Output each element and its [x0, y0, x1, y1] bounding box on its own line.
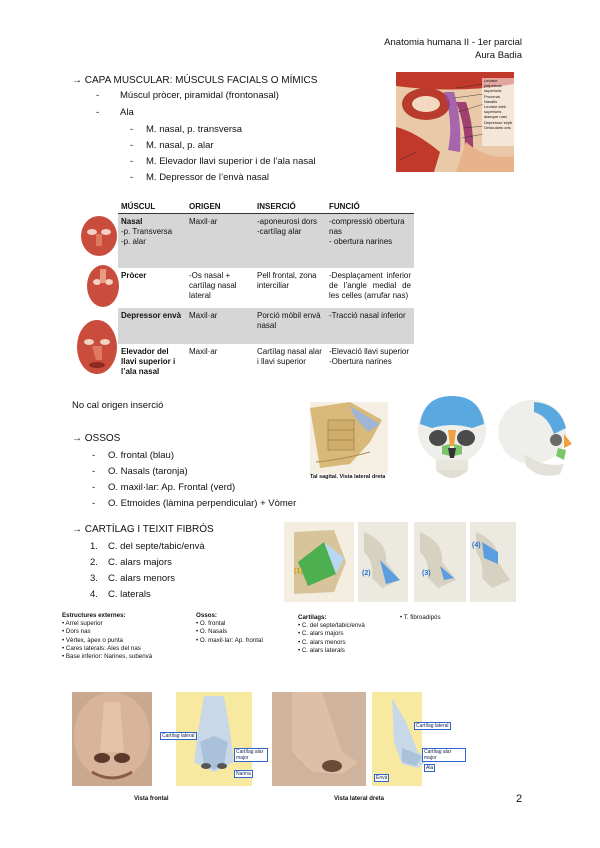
column-header: FUNCIÓ	[326, 200, 414, 214]
list-item: O. frontal (blau)	[108, 450, 174, 461]
cartilage-septum-illustration	[284, 522, 354, 602]
diagram-label: Narina	[236, 771, 251, 777]
table-cell-function: -compressió obertura nas - obertura narines	[326, 214, 414, 268]
muscle-label: Orbicularis oris	[484, 124, 511, 130]
table-cell-insertion: Porció mòbil envà nasal	[254, 308, 326, 344]
table-row	[118, 308, 414, 344]
author-name: Aura Badia	[474, 50, 522, 61]
page-number: 2	[516, 793, 523, 805]
page-header	[384, 36, 522, 62]
caption-frontal: Vista frontal	[134, 796, 169, 802]
summary-title: Cartílags:	[298, 614, 327, 621]
list-item: C. laterals	[108, 589, 151, 600]
summary-item: • Arrel superior	[62, 620, 103, 628]
bullet-dash: -	[92, 498, 96, 509]
bullet-dash: -	[130, 156, 134, 167]
muscle-label: Levator palpebrae superioris	[484, 78, 502, 94]
muscles-table	[118, 200, 414, 392]
bullet-dash: -	[130, 124, 134, 135]
table-cell-muscle: Depressor envà	[118, 308, 186, 344]
course-title: Anatomia humana II - 1er parcial	[384, 37, 522, 48]
summary-external-structures	[62, 612, 202, 661]
summary-item: • Dors nas	[62, 628, 91, 636]
summary-item: • C. del septe/tabic/envà	[298, 622, 365, 630]
table-cell-origin: -Os nasal + cartílag nasal lateral	[189, 270, 237, 300]
face-muscle-thumbnail-procer	[84, 263, 122, 309]
muscle-parts: -p. Transversa -p. alar	[121, 227, 173, 246]
table-cell-insertion: -aponeurosi dors -cartílag alar	[254, 214, 326, 268]
cartilage-alar-minor-illustration	[414, 522, 466, 602]
cartilage-marker: (1)	[294, 568, 303, 575]
face-muscle-thumbnail-elevador	[74, 318, 120, 376]
numbered-marker: 2.	[90, 557, 98, 568]
table-cell-origin: Maxil·ar	[186, 308, 254, 344]
list-item: Múscul pròcer, piramidal (frontonasal)	[120, 90, 279, 101]
list-subitem: M. Depressor de l’envà nasal	[146, 172, 270, 183]
table-cell-muscle: Elevador del llavi superior i l’ala nasal	[121, 346, 176, 376]
list-item: O. Nasals (taronja)	[108, 466, 188, 477]
muscle-label: Depressor septi	[484, 119, 513, 125]
table-cell-function: -Tracció nasal inferior	[326, 308, 414, 344]
table-cell-muscle: Pròcer	[121, 270, 147, 280]
table-cell-insertion: Pell frontal, zona interciliar	[257, 270, 317, 290]
muscle-label: Procerus	[484, 93, 501, 99]
list-item: C. alars majors	[108, 557, 172, 568]
skull-lateral-illustration	[494, 394, 578, 486]
summary-item: • Vèrtex, àpex o punta	[62, 636, 123, 644]
summary-fibro: • T. fibroadipós	[400, 614, 441, 621]
list-item: C. alars menors	[108, 573, 176, 584]
cartilage-marker: (4)	[472, 542, 481, 549]
cartilage-alar-major-illustration	[358, 522, 408, 602]
summary-bones	[196, 612, 296, 645]
table-cell-function: -Elevació llavi superior -Obertura narines	[329, 346, 410, 366]
numbered-marker: 4.	[90, 589, 98, 600]
nose-frontal-photo	[72, 692, 152, 786]
section-title-muscles: → CAPA MUSCULAR: MÚSCULS FACIALS O MÍMICS	[72, 75, 318, 86]
table-cell-origin: Maxil·ar	[189, 346, 218, 356]
diagram-label: Cartílag alar major	[422, 748, 466, 762]
column-header: ORIGEN	[186, 200, 254, 214]
table-cell-origin: Maxil·ar	[186, 214, 254, 268]
numbered-marker: 3.	[90, 573, 98, 584]
sagittal-section-illustration	[310, 402, 388, 474]
summary-title: Estructures externes:	[62, 612, 126, 619]
table-cell-insertion: Cartílag nasal alar i llavi superior	[257, 346, 322, 366]
bullet-dash: -	[96, 107, 100, 118]
diagram-label: Ala	[426, 765, 434, 771]
skull-frontal-illustration	[412, 394, 492, 486]
summary-item: • O. maxil·lar: Ap. frontal	[196, 636, 263, 644]
muscle-name: Nasal	[121, 217, 143, 226]
bullet-dash: -	[92, 482, 96, 493]
diagram-label: Envà	[376, 775, 388, 781]
cartilage-marker: (2)	[362, 570, 371, 577]
summary-item: • Cares laterals: Ales del nas	[62, 644, 141, 652]
summary-item: • O. Nasals	[196, 628, 228, 636]
section-title-cartilage: → CARTÍLAG I TEIXIT FIBRÓS	[72, 524, 214, 535]
diagram-label: Cartílag lateral	[162, 733, 195, 739]
table-cell-muscle	[118, 214, 186, 268]
bullet-dash: -	[96, 90, 100, 101]
list-subitem: M. nasal, p. transversa	[146, 124, 243, 135]
table-header-row	[118, 200, 414, 214]
numbered-marker: 1.	[90, 541, 98, 552]
caption-lateral: Vista lateral dreta	[334, 796, 384, 802]
nose-lateral-photo	[272, 692, 366, 786]
summary-title: Ossos:	[196, 612, 217, 619]
face-muscle-thumbnail-nasal	[76, 214, 122, 258]
table-row	[118, 214, 414, 268]
muscle-label: Levator labii superioris alaeque nasi	[484, 104, 507, 120]
summary-item: • C. alars majors	[298, 630, 344, 638]
cartilage-lateral-illustration	[470, 522, 516, 602]
note-text: No cal origen inserció	[72, 400, 164, 411]
diagram-label: Cartílag alar major	[234, 748, 268, 762]
sagittal-caption: Tal sagital. Vista lateral dreta	[310, 474, 386, 480]
section-title-bones: → OSSOS	[72, 433, 121, 444]
summary-item: • O. frontal	[196, 620, 226, 628]
muscle-label: Nasalis	[484, 98, 498, 104]
table-cell-function: -Desplaçament inferior de l’angle medial de les celles (arrufar nas)	[329, 270, 411, 300]
diagram-label: Cartílag lateral	[416, 723, 449, 729]
list-item: O. maxil·lar: Ap. Frontal (verd)	[108, 482, 236, 493]
list-subitem: M. nasal, p. alar	[146, 140, 214, 151]
table-row	[118, 344, 414, 392]
cartilage-marker: (3)	[422, 570, 431, 577]
summary-item: • C. alars laterals	[298, 646, 345, 654]
table-row	[118, 268, 414, 308]
list-item: C. del septe/tabic/envà	[108, 541, 205, 552]
nose-frontal-diagram	[160, 692, 268, 786]
list-item: O. Etmoides (làmina perpendicular) + Vòmer	[108, 498, 297, 509]
list-item: Ala	[120, 107, 134, 118]
column-header: MÚSCUL	[118, 200, 186, 214]
bullet-dash: -	[92, 466, 96, 477]
list-subitem: M. Elevador llavi superior i de l’ala nasal	[146, 156, 316, 167]
summary-cartilages	[298, 614, 398, 655]
facial-muscles-illustration	[396, 72, 514, 172]
summary-item: • Base inferior: Narines, subenvà	[62, 653, 153, 661]
column-header: INSERCIÓ	[254, 200, 326, 214]
bullet-dash: -	[92, 450, 96, 461]
nose-lateral-diagram	[372, 692, 466, 786]
bullet-dash: -	[130, 172, 134, 183]
bullet-dash: -	[130, 140, 134, 151]
summary-item: • C. alars menors	[298, 638, 346, 646]
